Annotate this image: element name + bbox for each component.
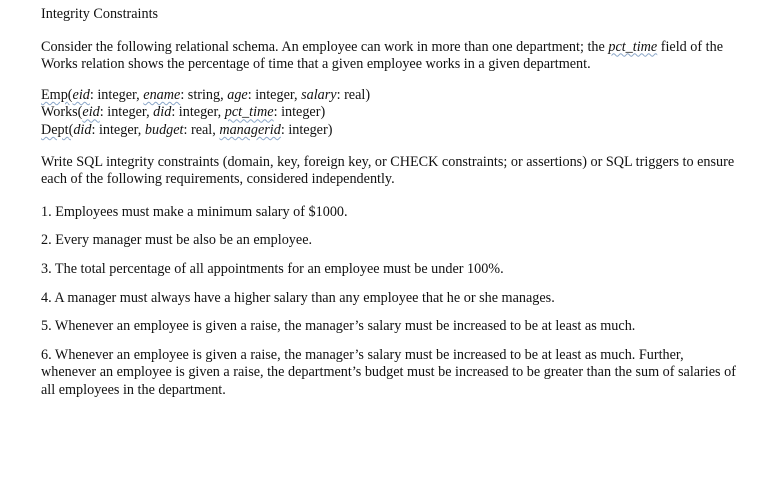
schema-dept: Dept(did: integer, budget: real, managerid: integer)	[41, 121, 333, 138]
relational-schema	[41, 87, 741, 140]
dept-did: did	[73, 121, 92, 138]
task-paragraph: Write SQL integrity constraints (domain, key, foreign key, or CHECK constraints; or assertions) or SQL triggers to ensure each of the following requirements, considered independently.	[41, 153, 735, 188]
intro-text-2: field of the Works relation shows the percentage of time that a given employee works in a given department.	[41, 38, 723, 73]
intro-paragraph	[41, 39, 741, 74]
requirement-item: 1. Employees must make a minimum salary of $1000.	[41, 203, 348, 220]
works-eid: eid	[82, 104, 100, 121]
emp-relation: Emp(	[41, 86, 73, 103]
works-did: did	[153, 104, 172, 121]
emp-age: age	[227, 86, 248, 103]
works-relation: Works(	[41, 104, 83, 121]
works-pct-time: pct_time	[224, 104, 274, 121]
requirement-item: 2. Every manager must be also be an employee.	[41, 232, 313, 249]
emp-eid: eid	[72, 86, 90, 103]
dept-managerid: managerid	[219, 121, 281, 138]
dept-budget: budget	[144, 121, 184, 138]
requirement-item: 3. The total percentage of all appointments for an employee must be under 100%.	[41, 260, 504, 277]
document-title: Integrity Constraints	[41, 6, 159, 22]
schema-works: Works(eid: integer, did: integer, pct_time: integer)	[41, 104, 326, 121]
document	[41, 6, 741, 411]
intro-text-1: Consider the following relational schema. An employee can work in more than one department; the	[41, 38, 609, 55]
requirement-item: 4. A manager must always have a higher salary than any employee that he or she manages.	[41, 289, 555, 306]
emp-salary: salary	[301, 86, 337, 103]
emp-ename: ename	[143, 86, 181, 103]
requirement-item: 6. Whenever an employee is given a raise, the manager’s salary must be increased to be at least as much. Further, whenever an employee is given a raise, the department’s budget must be increased to be greater than the sum of salaries of all employees in the department.	[41, 346, 736, 398]
pct-time-term: pct_time	[608, 38, 658, 55]
requirements-list	[41, 204, 741, 400]
dept-relation: Dept(	[41, 121, 74, 138]
schema-emp: Emp(eid: integer, ename: string, age: integer, salary: real)	[41, 86, 371, 103]
requirement-item: 5. Whenever an employee is given a raise, the manager’s salary must be increased to be at least as much.	[41, 318, 636, 335]
